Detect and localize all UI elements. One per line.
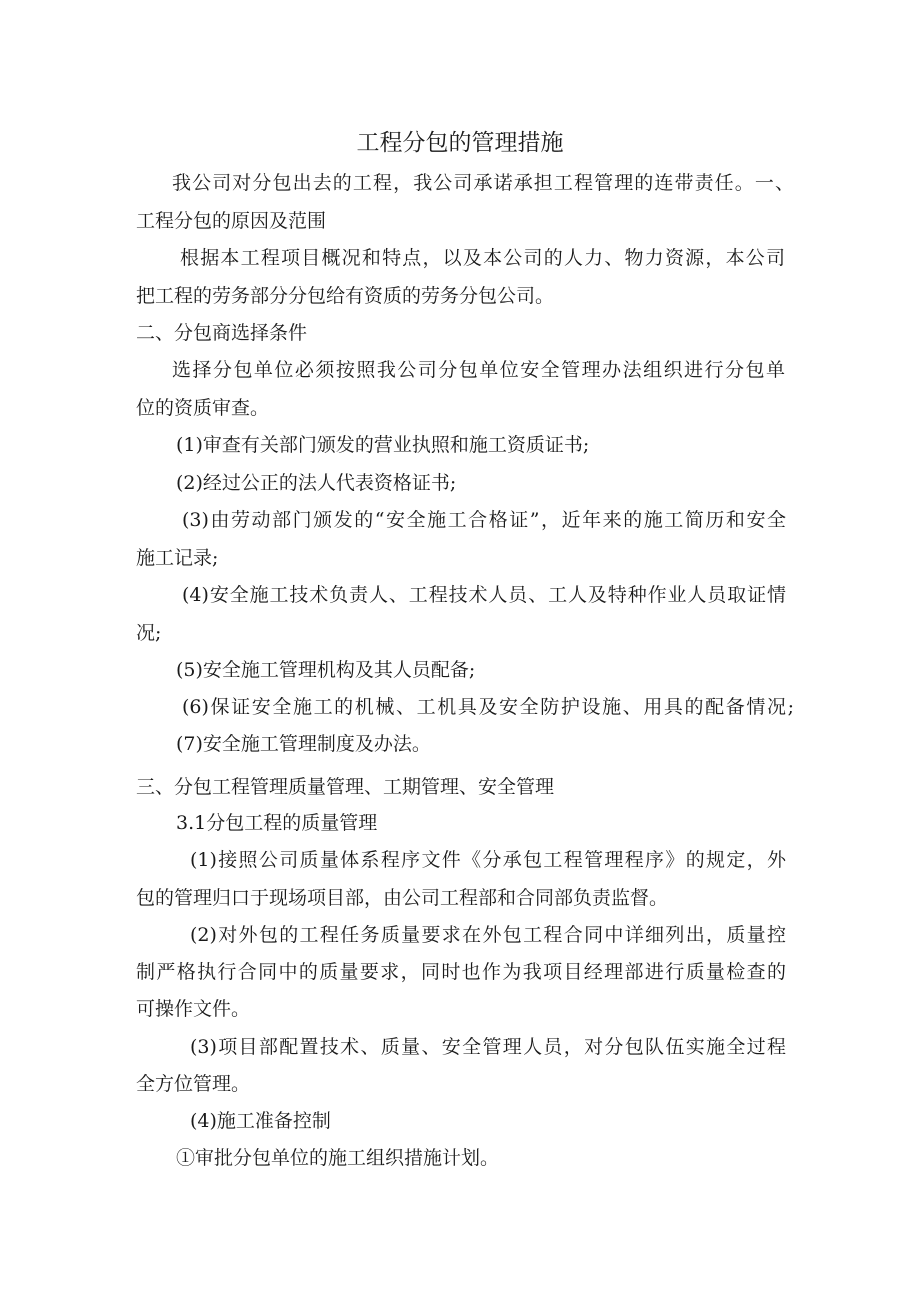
list-item-continuation: 全方位管理。 [136, 1073, 251, 1095]
list-item: (3)由劳动部门颁发的“安全施工合格证”，近年来的施工简历和安全 [182, 509, 786, 531]
list-item: ①审批分包单位的施工组织措施计划。 [176, 1147, 500, 1169]
section-heading: 三、分包工程管理质量管理、工期管理、安全管理 [136, 776, 555, 798]
list-item: (3)项目部配置技术、质量、安全管理人员，对分包队伍实施全过程 [190, 1036, 786, 1058]
list-item: (1)审查有关部门颁发的营业执照和施工资质证书; [176, 434, 590, 456]
list-item: (4)安全施工技术负责人、工程技术人员、工人及特种作业人员取证情 [182, 584, 786, 606]
list-item: (5)安全施工管理机构及其人员配备; [176, 659, 476, 681]
subsection-heading: 3.1分包工程的质量管理 [176, 812, 378, 834]
list-item: (4)施工准备控制 [190, 1110, 331, 1132]
paragraph-line: 位的资质审查。 [136, 397, 270, 419]
section-heading: 二、分包商选择条件 [136, 322, 308, 344]
list-item-continuation: 包的管理归口于现场项目部，由公司工程部和合同部负责监督。 [136, 887, 669, 909]
list-item: (7)安全施工管理制度及办法。 [176, 733, 431, 755]
list-item-continuation: 可操作文件。 [136, 998, 251, 1020]
document-title: 工程分包的管理措施 [356, 130, 564, 156]
list-item: (1)接照公司质量体系程序文件《分承包工程管理程序》的规定，外 [190, 849, 786, 871]
list-item: (2)对外包的工程任务质量要求在外包工程合同中详细列出，质量控 [190, 924, 786, 946]
list-item-continuation: 况; [136, 622, 162, 644]
paragraph-line: 选择分包单位必须按照我公司分包单位安全管理办法组织进行分包单 [172, 359, 785, 381]
list-item-continuation: 制严格执行合同中的质量要求，同时也作为我项目经理部进行质量检查的 [136, 961, 786, 983]
paragraph-line: 我公司对分包出去的工程，我公司承诺承担工程管理的连带责任。一、 [172, 172, 794, 194]
section-heading: 工程分包的原因及范围 [136, 210, 327, 232]
paragraph-line: 根据本工程项目概况和特点，以及本公司的人力、物力资源，本公司 [180, 247, 785, 269]
list-item-continuation: 施工记录; [136, 547, 219, 569]
list-item: (6)保证安全施工的机械、工机具及安全防护设施、用具的配备情况; [182, 696, 794, 718]
paragraph-line: 把工程的劳务部分分包给有资质的劳务分包公司。 [136, 285, 555, 307]
list-item: (2)经过公正的法人代表资格证书; [176, 472, 457, 494]
